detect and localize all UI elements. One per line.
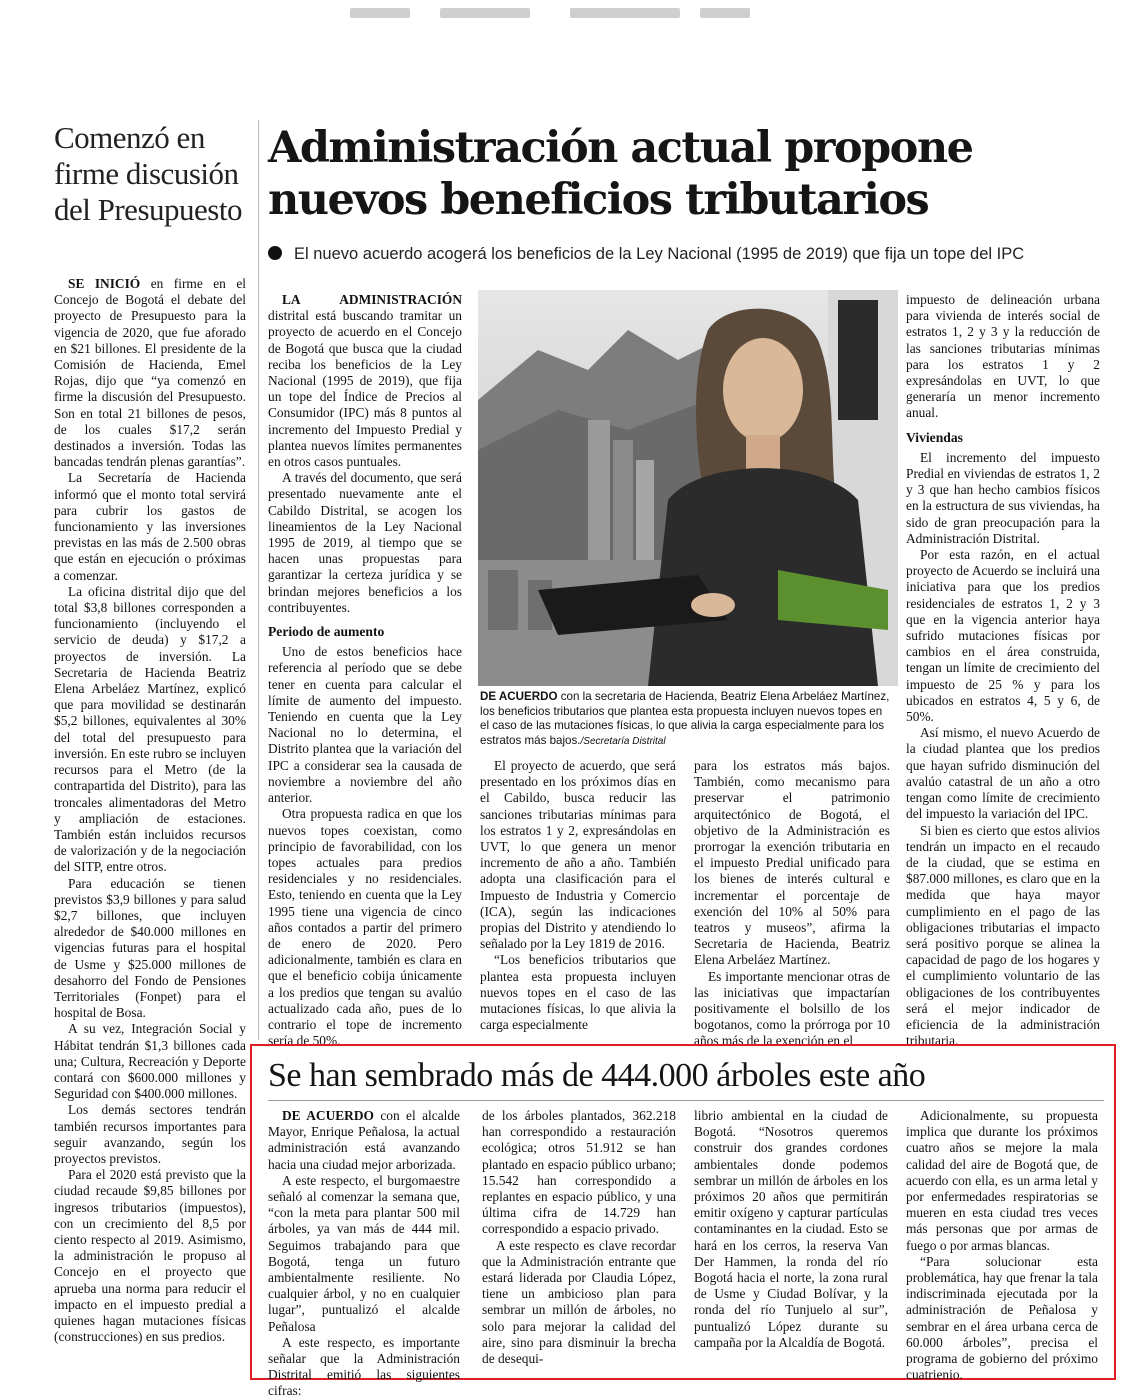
main-paragraph: A través del documento, que será presentado nuevamente ante el Cabildo Distrital, se acogen los lineamientos de la Ley Nacional 1995 de 2019, al tiempo que se hacen unas propuestas para garantizar la certeza jurídica y se brindan mejores beneficios a los contribuyentes. xyxy=(268,470,462,615)
sidebar-paragraph: SE INICIÓ en firme en el Concejo de Bogotá el debate del proyecto de Presupuesto para la vigencia de 2020, que fue aforado en $21 billones. El presidente de la Comisión de Hacienda, Emel Rojas, dijo que “ya comenzó en firme la discusión del Presupuesto. Son en total 21 billones de pesos, de los cuales $17,2 serán destinados a inversión. Todas las bancadas tendrán plenas garantías”. xyxy=(54,276,246,470)
main-paragraph: Uno de estos beneficios hace referencia al período que se debe tener en cuenta para calcular el límite de aumento del impuesto. Teniendo en cuenta que la Ley Nacional no lo determina, el Distrito plantea que la variación del IPC a considerar sea la causada de noviembre a noviembre del año anterior. xyxy=(268,644,462,806)
main-paragraph: Por esta razón, en el actual proyecto de Acuerdo se incluirá una iniciativa para que los predios residenciales de estratos 1, 2 y 3 que en la vigencia anterior haya sufrido mutaciones físicas por cambios en el área construida, tengan un límite de crecimiento del impuesto de 25 % y para los ubicados en estratos 4, 5 y 6, de 50%. xyxy=(906,547,1100,725)
box-lead: DE ACUERDO xyxy=(282,1108,374,1123)
box-paragraph: A este respecto es clave recordar que la Administración entrante que estará liderada por Claudia López, tiene un ambicioso plan para sembrar un millón de árboles, no solo para mejorar la calidad del aire, sino para disminuir la brecha de desequi- xyxy=(482,1237,676,1367)
masthead-remnant xyxy=(0,0,1122,30)
main-article-column-3 xyxy=(694,758,890,1049)
bullet-icon xyxy=(268,246,282,260)
sidebar-paragraph: Para el 2020 está previsto que la ciudad recaude $9,85 billones por ingresos tributarios (impuestos), con un crecimiento del 8,5 por ciento respecto al 2019. Asimismo, la administración le propuso al Concejo en el proyecto que aprueba una norma para reducir el impacto en el impuesto predial a quienes hagan mutaciones físicas (construcciones) en sus predios. xyxy=(54,1167,246,1345)
main-paragraph: Si bien es cierto que estos alivios tendrán un impacto en el recaudo de la ciudad, que se estima en $87.000 millones, es claro que en la medida que haya mayor cumplimiento en el pago de las obligaciones tributarias el impacto será positivo porque se alinea la capacidad de pago de los hogares y el cumplimiento voluntario de las obligaciones de los contribuyentes será el mejor indicador de eficiencia de la administración tributaria. xyxy=(906,822,1100,1049)
main-lead: LA ADMINISTRACIÓN xyxy=(282,292,462,307)
portrait-illustration xyxy=(478,290,898,686)
box-paragraph: “Para solucionar esta problemática, hay que frenar la tala indiscriminada ejecutada por la administración de Peñalosa y sembrar en el área urbana cerca de 60.000 árboles”, precisa el programa de gobierno del próximo cuatrienio. xyxy=(906,1253,1098,1383)
box-headline: Se han sembrado más de 444.000 árboles este año xyxy=(268,1057,926,1094)
box-title-rule xyxy=(268,1100,1104,1101)
sidebar-headline: Comenzó en firme discusión del Presupuesto xyxy=(54,120,242,227)
sidebar-paragraph: La oficina distrital dijo que del total $3,8 billones corresponden a funcionamiento (incluyendo el servicio de deuda) y $17,2 a proyectos de inversión. La Secretaria de Hacienda Beatriz Elena Arbeláez Martínez, explicó que para movilidad se destinarán $5,2 billones, equivalentes al 30% del total del presupuesto para inversión. En este rubro se incluyen recursos para el Metro (de la contrapartida del Distrito), para las troncales alimentadoras del Metro y ampliación de estaciones. También están incluidos recursos de valorización y de la negociación del SITP, entre otros. xyxy=(54,583,246,875)
main-article-column-1 xyxy=(268,292,462,1049)
box-article-column-1 xyxy=(268,1108,460,1399)
main-paragraph: “Los beneficios tributarios que plantea esta propuesta incluyen nuevos topes en el caso de las mutaciones físicas, lo que alivia la carga especialmente xyxy=(480,952,676,1033)
main-paragraph: para los estratos más bajos. También, como mecanismo para preservar el patrimonio arquitectónico de Bogotá, el objetivo de la Administración es prorrogar la exención tributaria en el impuesto Predial unificado para los bienes de interés cultural e incrementar el porcentaje de exención del 10% al 50% para teatros y museos”, afirma la Secretaria de Hacienda, Beatriz Elena Arbeláez Martínez. xyxy=(694,758,890,968)
main-paragraph: El proyecto de acuerdo, que será presentado en los próximos días en el Cabildo, busca reducir las sanciones tributarias mínimas para los estratos 1 y 2, expresándolas en UVT, lo que genera un menor incremento de año a año. También adopta una clasificación para el Impuesto de Industria y Comercio (ICA), según las indicaciones propias del Distrito y atendiendo lo señalado por la Ley 1819 de 2016. xyxy=(480,758,676,952)
sidebar-paragraph: La Secretaría de Hacienda informó que el monto total servirá para cubrir los gastos de funcionamiento y las inversiones previstas en las más de 2.500 obras que están en ejecución o próximas a comenzar. xyxy=(54,470,246,583)
box-paragraph: A este respecto, el burgomaestre señaló al comenzar la semana que, “con la meta para plantar 500 mil árboles, ya van más de 444 mil. Seguimos trabajando para que Bogotá, tenga un futuro ambientalmente resiliente. No cualquier árbol, y no en cualquier lugar”, puntualizó el alcalde Peñalosa xyxy=(268,1172,460,1334)
box-paragraph: de los árboles plantados, 362.218 han correspondido a restauración ecológica; otros 51.912 se han plantado en espacio público urbano; 15.542 han correspondido a replantes en espacio público, y una última cifra de 14.729 han correspondido a espacio privado. xyxy=(482,1108,676,1237)
sidebar-paragraph: Los demás sectores tendrán también recursos importantes para seguir avanzando, según los proyectos previstos. xyxy=(54,1102,246,1166)
photo-credit: /Secretaría Distrital xyxy=(580,735,666,747)
box-paragraph: librio ambiental en la ciudad de Bogotá. “Nosotros queremos construir dos grandes cordones ambientales donde podemos sembrar un millón de árboles en los próximos 20 años que permitirán emitir oxígeno y capturar partículas contaminantes en la ciudad. Esto se hará en los cerros, la reserva Van Der Hammen, la ronda del río Bogotá hacia el norte, la zona rural de Usme y Ciudad Bolívar, y la ronda del río Tunjuelo al sur”, puntualizó López durante su campaña por la Alcaldía de Bogotá. xyxy=(694,1108,888,1350)
main-paragraph: Así mismo, el nuevo Acuerdo de la ciudad plantea que los predios que hayan sufrido disminución del avalúo catastral de un año a otro tengan como límite de crecimiento del impuesto la variación del IPC. xyxy=(906,725,1100,822)
main-paragraph: LA ADMINISTRACIÓN distrital está buscando tramitar un proyecto de acuerdo en el Concejo de Bogotá que busca que la ciudad reciba los beneficios de la Ley Nacional (1995 de 2019), que fija un tope del Índice de Precios al Consumidor (IPC) más 8 puntos al incremento del Impuesto Predial y plantea nuevos límites permanentes en otros casos puntuales. xyxy=(268,292,462,470)
photo-caption: DE ACUERDO con la secretaria de Hacienda, Beatriz Elena Arbeláez Martínez, los beneficios tributarios que plantea esta propuesta incluyen nuevos topes en el caso de las mutaciones físicas, lo que alivia la carga especialmente para los estratos más bajos./Secretaría Distrital xyxy=(480,690,890,747)
box-article-column-4 xyxy=(906,1108,1098,1383)
main-headline: Administración actual propone nuevos beneficios tributarios xyxy=(268,123,973,225)
section-subheading: Periodo de aumento xyxy=(268,624,385,640)
main-paragraph: Otra propuesta radica en que los nuevos topes coexistan, como principio de favorabilidad, con los topes actuales para predios residenciales y no residenciales. Esto, teniendo en cuenta que la Ley 1995 tiene una vigencia de cinco años contados a partir del primero de enero de 2020. Pero adicionalmente, también es clara en que el beneficio cobija únicamente a los predios que tengan su avalúo actualizado cada año, pues de lo contrario el tope de incremento sería de 50%. xyxy=(268,806,462,1049)
article-photo xyxy=(478,290,898,686)
caption-lead: DE ACUERDO xyxy=(480,690,558,703)
sidebar-lead: SE INICIÓ xyxy=(68,276,141,291)
sidebar-paragraph: A su vez, Integración Social y Hábitat tendrán $1,3 billones cada una; Cultura, Recreación y Deporte contará con $600.000 millones y Seguridad con $400.000 millones. xyxy=(54,1021,246,1102)
sidebar-paragraph: Para educación se tienen previstos $3,9 billones y para salud $2,7 billones, que incluyen alrededor de $40.000 millones en vigencias futuras para el hospital de Usme y $25.000 millones de desahorro del Fondo de Pensiones Territoriales (Fonpet) para el hospital de Bosa. xyxy=(54,875,246,1021)
box-paragraph: DE ACUERDO con el alcalde Mayor, Enrique Peñalosa, la actual administración está avanzando hacia una ciudad mejor arborizada. xyxy=(268,1108,460,1172)
sidebar-article xyxy=(54,276,246,1366)
main-paragraph: El incremento del impuesto Predial en viviendas de estratos 1, 2 y 3 que han hecho cambios físicos en la estructura de sus viviendas, ha sido de gran preocupación para la Administración Distrital. xyxy=(906,449,1100,546)
main-article-column-2 xyxy=(480,758,676,1038)
box-paragraph: Adicionalmente, su propuesta implica que durante los próximos cuatro años se mejore la mala calidad del aire de Bogotá que, de acuerdo con ella, es un arma letal y por enfermedades respiratorias se mueren en esta ciudad tres veces más personas que por armas de fuego o por armas blancas. xyxy=(906,1108,1098,1253)
main-paragraph: Es importante mencionar otras de las iniciativas que impactarían positivamente el bolsillo de los bogotanos, como la prórroga por 10 años más de la exención en el xyxy=(694,968,890,1049)
box-article-column-2 xyxy=(482,1108,676,1366)
box-article-column-3 xyxy=(694,1108,888,1366)
column-divider xyxy=(258,120,259,1040)
main-subheadline: El nuevo acuerdo acogerá los beneficios de la Ley Nacional (1995 de 2019) que fija un tope del IPC xyxy=(268,245,1118,264)
box-paragraph: A este respecto, es importante señalar que la Administración Distrital emitió las siguientes cifras: xyxy=(268,1334,460,1399)
section-subheading: Viviendas xyxy=(906,429,963,445)
main-article-column-4 xyxy=(906,292,1100,1049)
main-paragraph: impuesto de delineación urbana para vivienda de interés social de estratos 1, 2 y 3 y la reducción de las sanciones tributarias mínimas para los estratos 1 y 2 expresándolas en UVT, lo que generaría un menor incremento anual. xyxy=(906,292,1100,421)
